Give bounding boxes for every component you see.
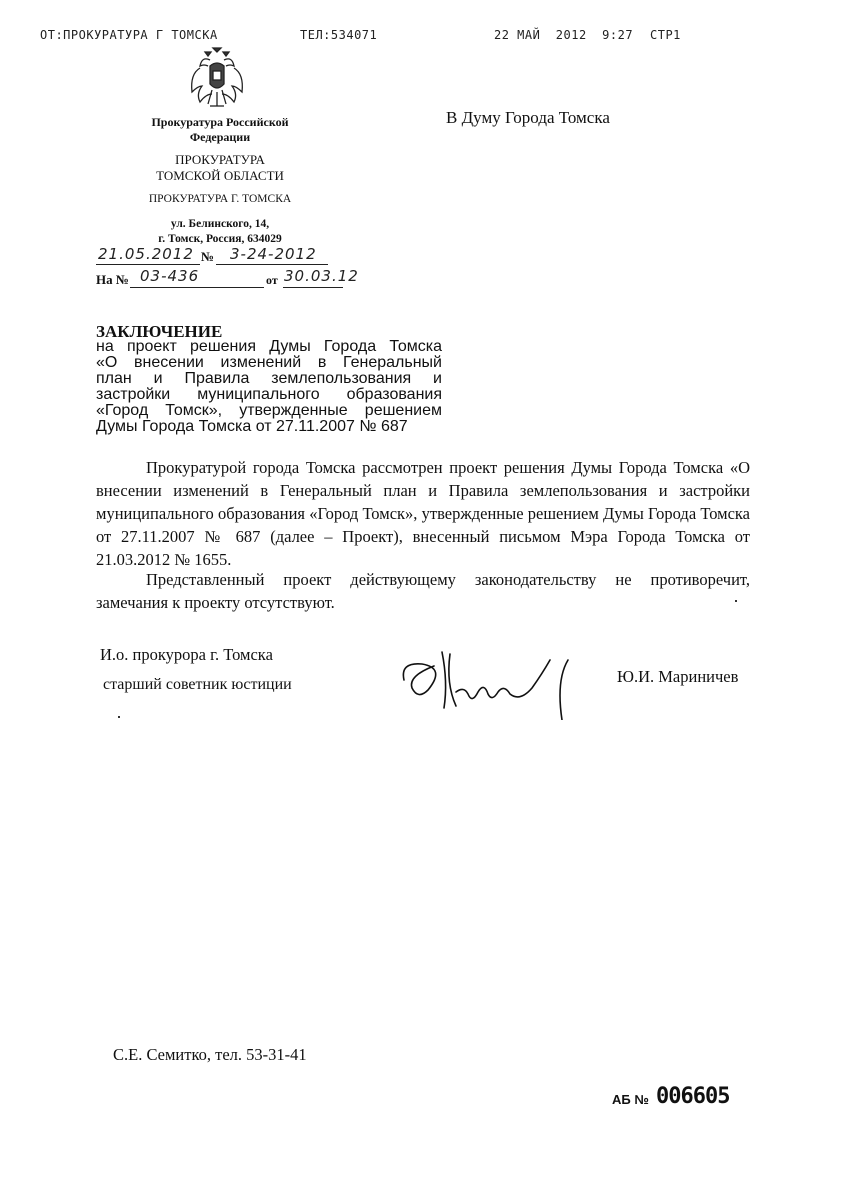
handwritten-signature: [396, 640, 596, 720]
fax-datetime: 22 МАЙ 2012 9:27: [494, 28, 634, 42]
scan-speck: [118, 716, 120, 718]
org-line-3: ПРОКУРАТУРА: [175, 152, 265, 167]
signatory-name: Ю.И. Мариничев: [617, 667, 739, 686]
reg-no-label: №: [201, 249, 215, 264]
reg-date: 21.05.2012: [98, 245, 194, 263]
signatory-position-2: старший советник юстиции: [103, 676, 292, 693]
ref-ot-label: от: [266, 273, 278, 287]
ref-date: 30.03.12: [284, 267, 359, 285]
addressee: В Думу Города Томска: [446, 108, 610, 127]
serial-label: АБ №: [612, 1092, 649, 1107]
reg-number: 3-24-2012: [230, 245, 317, 263]
conclusion-line-6: Думы Города Томска от 27.11.2007 № 687: [96, 418, 408, 435]
ref-date-line: [283, 287, 343, 288]
conclusion-line-2: «О внесении изменений в Генеральный: [96, 354, 442, 371]
signatory-position-1: И.о. прокурора г. Томска: [100, 645, 273, 664]
body-paragraph-2: Представленный проект действующему законодательству не противоречит, замечания к проекту отсутствуют.: [96, 570, 750, 612]
body-paragraph-1: Прокуратурой города Томска рассмотрен проект решения Думы Города Томска «О внесении изменений в Генеральный план и Правила землепользования и застройки муниципального образования «Город Томск», утвержденные решением Думы Города Томска от 27.11.2007 № 687 (далее – Проект), внесенный письмом Мэра Города Томска от 21.03.2012 № 1655.: [96, 458, 750, 569]
conclusion-line-3: план и Правила землепользования и: [96, 370, 442, 387]
ref-number-line: [130, 287, 264, 288]
fax-page: СТР1: [650, 28, 681, 42]
address-line-1: ул. Белинского, 14,: [170, 218, 270, 230]
conclusion-line-1: на проект решения Думы Города Томска: [96, 338, 442, 355]
executor-contact: С.Е. Семитко, тел. 53-31-41: [113, 1045, 307, 1064]
conclusion-title: ЗАКЛЮЧЕНИЕ: [96, 322, 223, 341]
org-line-1: Прокуратура Российской: [151, 115, 289, 129]
serial-number: 006605: [656, 1084, 730, 1109]
fax-phone: ТЕЛ:534071: [300, 28, 378, 42]
org-line-4: ТОМСКОЙ ОБЛАСТИ: [156, 168, 284, 183]
conclusion-line-4: застройки муниципального образования: [96, 386, 442, 403]
reg-date-line: [96, 264, 200, 265]
address-line-2: г. Томск, Россия, 634029: [158, 233, 282, 245]
coat-of-arms-icon: [186, 46, 248, 118]
reg-number-line: [216, 264, 328, 265]
ref-number: 03-436: [140, 267, 200, 285]
fax-sender: ОТ:ПРОКУРАТУРА Г ТОМСКА: [40, 28, 218, 42]
org-line-5: ПРОКУРАТУРА Г. ТОМСКА: [148, 193, 292, 205]
org-line-2: Федерации: [189, 130, 251, 144]
scan-speck: [735, 600, 737, 602]
ref-no-label: На №: [96, 272, 129, 287]
conclusion-line-5: «Город Томск», утвержденные решением: [96, 402, 442, 419]
